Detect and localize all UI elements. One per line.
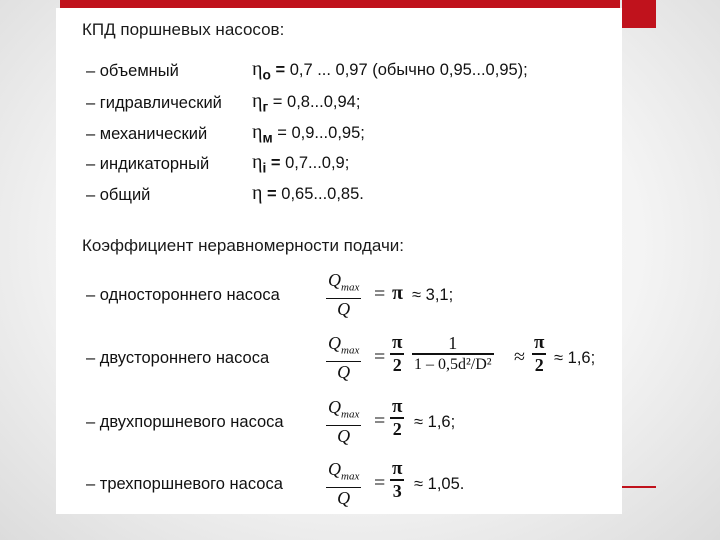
eff-value-indicator: $\eta_i = 0,7...0,9$; [252, 151, 350, 176]
nonuni-result-single: ≈ 3,1; [412, 286, 454, 304]
nonuni-result-triple-piston: ≈ 1,05. [414, 475, 465, 493]
equals-sign: = [374, 472, 386, 494]
nonuni-label-twin-piston: – двухпоршневого насоса [86, 413, 284, 431]
equals-sign: = [374, 410, 386, 432]
nonuni-result-double: ≈ 1,6; [554, 349, 596, 367]
pi-over-fraction: π 3 [392, 458, 403, 501]
eff-value-overall: η = 0,65...0,85. [252, 182, 364, 204]
section-title-nonuniformity: Коэффициент неравномерности подачи: [82, 236, 405, 255]
eff-value-hydraulic: $\eta_г = 0,8...0,94$; [252, 90, 361, 115]
pi-over-fraction: π 2 [392, 396, 403, 439]
equals-sign: = [374, 283, 386, 305]
pi-symbol: π [392, 282, 403, 304]
section-title-efficiency: КПД поршневых насосов: [82, 20, 285, 39]
ratio-fraction: $Q_{max}$ Q [328, 459, 360, 509]
eff-label-volumetric: – объемный [86, 62, 179, 80]
ratio-fraction: $Q_{max}$ Q [328, 333, 360, 383]
accent-bar-top [60, 0, 620, 8]
ratio-fraction: $Q_{max}$ Q [328, 270, 360, 320]
eff-label-indicator: – индикаторный [86, 155, 210, 173]
accent-corner-block [622, 0, 656, 28]
ratio-fraction: $Q_{max}$ Q [328, 397, 360, 447]
accent-line-bottom [622, 486, 656, 488]
nonuni-label-double: – двустороннего насоса [86, 349, 270, 367]
pi-over-fraction: π 2 [392, 332, 403, 375]
eff-label-overall: – общий [86, 186, 151, 204]
pi-over-fraction: π 2 [534, 332, 545, 375]
diameter-fraction: 1 1 – 0,5d²/D² [414, 333, 492, 373]
nonuni-label-single: – одностороннего насоса [86, 286, 280, 304]
eff-label-hydraulic: – гидравлический [86, 94, 222, 112]
equals-sign: = [374, 346, 386, 368]
eff-value-mechanical: $\eta_м = 0,9...0,95$; [252, 121, 365, 146]
nonuni-result-twin-piston: ≈ 1,6; [414, 413, 456, 431]
eff-value-volumetric: $\eta_о = 0,7$ ... 0,97 (обычно 0,95...0,95); [252, 58, 528, 83]
nonuni-label-triple-piston: – трехпоршневого насоса [86, 475, 283, 493]
eff-label-mechanical: – механический [86, 125, 208, 143]
approx-sign: ≈ [514, 346, 525, 368]
